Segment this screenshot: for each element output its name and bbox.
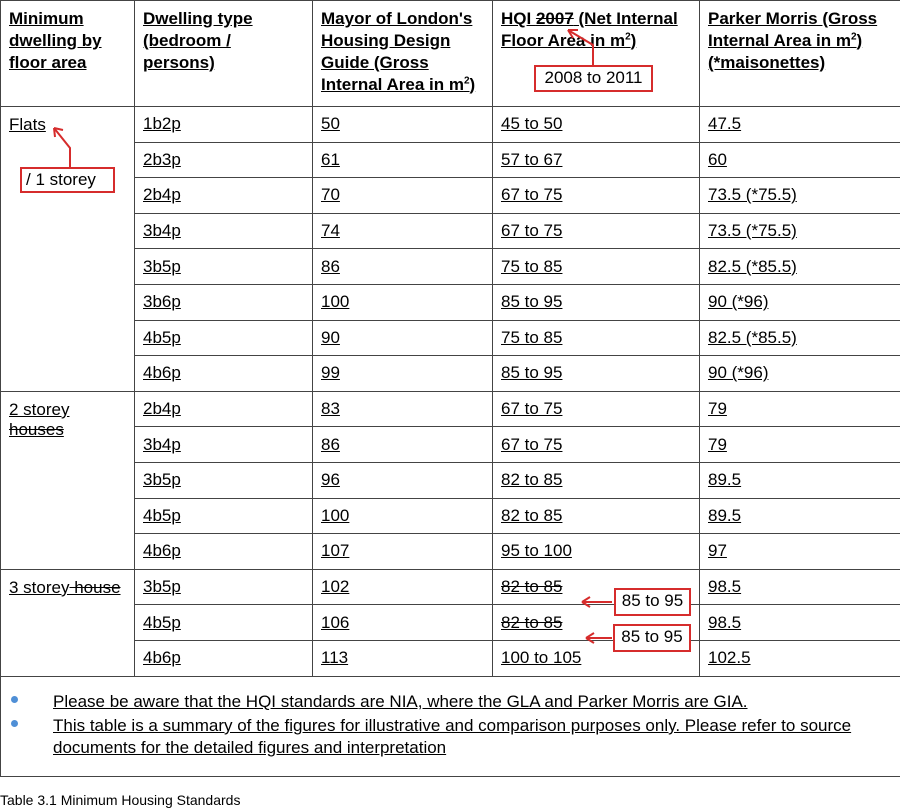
cell-parker-morris: 97: [700, 534, 900, 570]
cell-mayor: 83: [313, 391, 493, 427]
table-row: [1, 178, 900, 214]
cell-parker-morris: 82.5 (*85.5): [700, 320, 900, 356]
table-row: [1, 356, 900, 392]
cell-hqi: 85 to 95: [493, 356, 700, 392]
cell-mayor: 86: [313, 427, 493, 463]
cell-dwelling-type: 3b5p: [135, 462, 313, 498]
cell-mayor: 50: [313, 107, 493, 143]
annotation-fix1-box: 85 to 95: [614, 588, 691, 616]
cell-hqi: 82 to 85: [493, 569, 700, 605]
cell-hqi: 75 to 85: [493, 249, 700, 285]
table-row: [1, 427, 900, 463]
cell-dwelling-type: 3b5p: [135, 569, 313, 605]
note-item: Please be aware that the HQI standards are NIA, where the GLA and Parker Morris are GIA.: [9, 691, 892, 713]
header-mayor: Mayor of London's Housing Design Guide (Gross Internal Area in $m^2$): [313, 1, 493, 107]
annotation-storey-box: / 1 storey: [20, 167, 115, 193]
group-3-storey-house: 3 storey house: [1, 569, 135, 676]
cell-dwelling-type: 3b6p: [135, 284, 313, 320]
cell-dwelling-type: 2b4p: [135, 391, 313, 427]
notes-cell: [1, 676, 900, 776]
header-parker-morris: Parker Morris (Gross Internal Area in $m^2$) (*maisonettes): [700, 1, 900, 107]
cell-hqi: 57 to 67: [493, 142, 700, 178]
note-item: This table is a summary of the figures for illustrative and comparison purposes only. Please refer to source documents for the detailed figures and interpretation: [9, 715, 892, 759]
cell-parker-morris: 82.5 (*85.5): [700, 249, 900, 285]
cell-mayor: 107: [313, 534, 493, 570]
cell-parker-morris: 90 (*96): [700, 284, 900, 320]
cell-mayor: 106: [313, 605, 493, 641]
cell-parker-morris: 89.5: [700, 462, 900, 498]
cell-hqi: 67 to 75: [493, 178, 700, 214]
cell-mayor: 99: [313, 356, 493, 392]
cell-parker-morris: 89.5: [700, 498, 900, 534]
table-row: [1, 107, 900, 143]
cell-dwelling-type: 3b4p: [135, 213, 313, 249]
cell-mayor: 100: [313, 498, 493, 534]
cell-hqi: 82 to 85: [493, 462, 700, 498]
annotation-year-box: 2008 to 2011: [534, 65, 653, 92]
table-row: [1, 640, 900, 676]
cell-parker-morris: 79: [700, 427, 900, 463]
table-caption: Table 3.1 Minimum Housing Standards: [0, 792, 241, 808]
cell-mayor: 100: [313, 284, 493, 320]
cell-parker-morris: 90 (*96): [700, 356, 900, 392]
cell-parker-morris: 73.5 (*75.5): [700, 213, 900, 249]
table-row: [1, 498, 900, 534]
cell-dwelling-type: 4b5p: [135, 320, 313, 356]
cell-mayor: 74: [313, 213, 493, 249]
cell-parker-morris: 98.5: [700, 569, 900, 605]
group-2-storey-houses: 2 storey houses: [1, 391, 135, 569]
cell-dwelling-type: 4b6p: [135, 356, 313, 392]
cell-hqi: 67 to 75: [493, 213, 700, 249]
cell-parker-morris: 79: [700, 391, 900, 427]
cell-parker-morris: 47.5: [700, 107, 900, 143]
cell-mayor: 96: [313, 462, 493, 498]
cell-dwelling-type: 4b5p: [135, 605, 313, 641]
table-row: [1, 569, 900, 605]
table-row: [1, 142, 900, 178]
cell-hqi: 75 to 85: [493, 320, 700, 356]
cell-dwelling-type: 3b5p: [135, 249, 313, 285]
cell-hqi: 67 to 75: [493, 427, 700, 463]
bullet-icon: [11, 720, 18, 727]
cell-mayor: 90: [313, 320, 493, 356]
cell-hqi: 95 to 100: [493, 534, 700, 570]
header-row: [1, 1, 900, 107]
table-row: [1, 249, 900, 285]
cell-mayor: 102: [313, 569, 493, 605]
cell-mayor: 70: [313, 178, 493, 214]
table-row: [1, 284, 900, 320]
cell-mayor: 61: [313, 142, 493, 178]
cell-parker-morris: 73.5 (*75.5): [700, 178, 900, 214]
cell-hqi: 82 to 85: [493, 605, 700, 641]
table-row: [1, 391, 900, 427]
hqi-year-struck: 2007: [535, 9, 574, 28]
bullet-icon: [11, 696, 18, 703]
cell-dwelling-type: 4b5p: [135, 498, 313, 534]
cell-mayor: 86: [313, 249, 493, 285]
cell-hqi: 82 to 85: [493, 498, 700, 534]
table-row: [1, 462, 900, 498]
cell-dwelling-type: 2b4p: [135, 178, 313, 214]
table-row: [1, 213, 900, 249]
cell-parker-morris: 102.5: [700, 640, 900, 676]
cell-parker-morris: 60: [700, 142, 900, 178]
table-row: [1, 605, 900, 641]
cell-hqi: 100 to 105: [493, 640, 700, 676]
cell-hqi: 45 to 50: [493, 107, 700, 143]
cell-hqi: 67 to 75: [493, 391, 700, 427]
cell-parker-morris: 98.5: [700, 605, 900, 641]
cell-dwelling-type: 4b6p: [135, 534, 313, 570]
cell-hqi: 85 to 95: [493, 284, 700, 320]
table-row: [1, 320, 900, 356]
header-hqi: HQI 2007 (Net Internal Floor Area in $m^2$): [493, 1, 700, 107]
header-min-dwelling: Minimum dwelling by floor area: [1, 1, 135, 107]
cell-dwelling-type: 3b4p: [135, 427, 313, 463]
annotation-fix2-box: 85 to 95: [613, 624, 691, 652]
group-flats: Flats: [1, 107, 135, 392]
cell-mayor: 113: [313, 640, 493, 676]
cell-dwelling-type: 4b6p: [135, 640, 313, 676]
cell-dwelling-type: 2b3p: [135, 142, 313, 178]
cell-dwelling-type: 1b2p: [135, 107, 313, 143]
header-dwelling-type: Dwelling type (bedroom / persons): [135, 1, 313, 107]
table-row: [1, 534, 900, 570]
